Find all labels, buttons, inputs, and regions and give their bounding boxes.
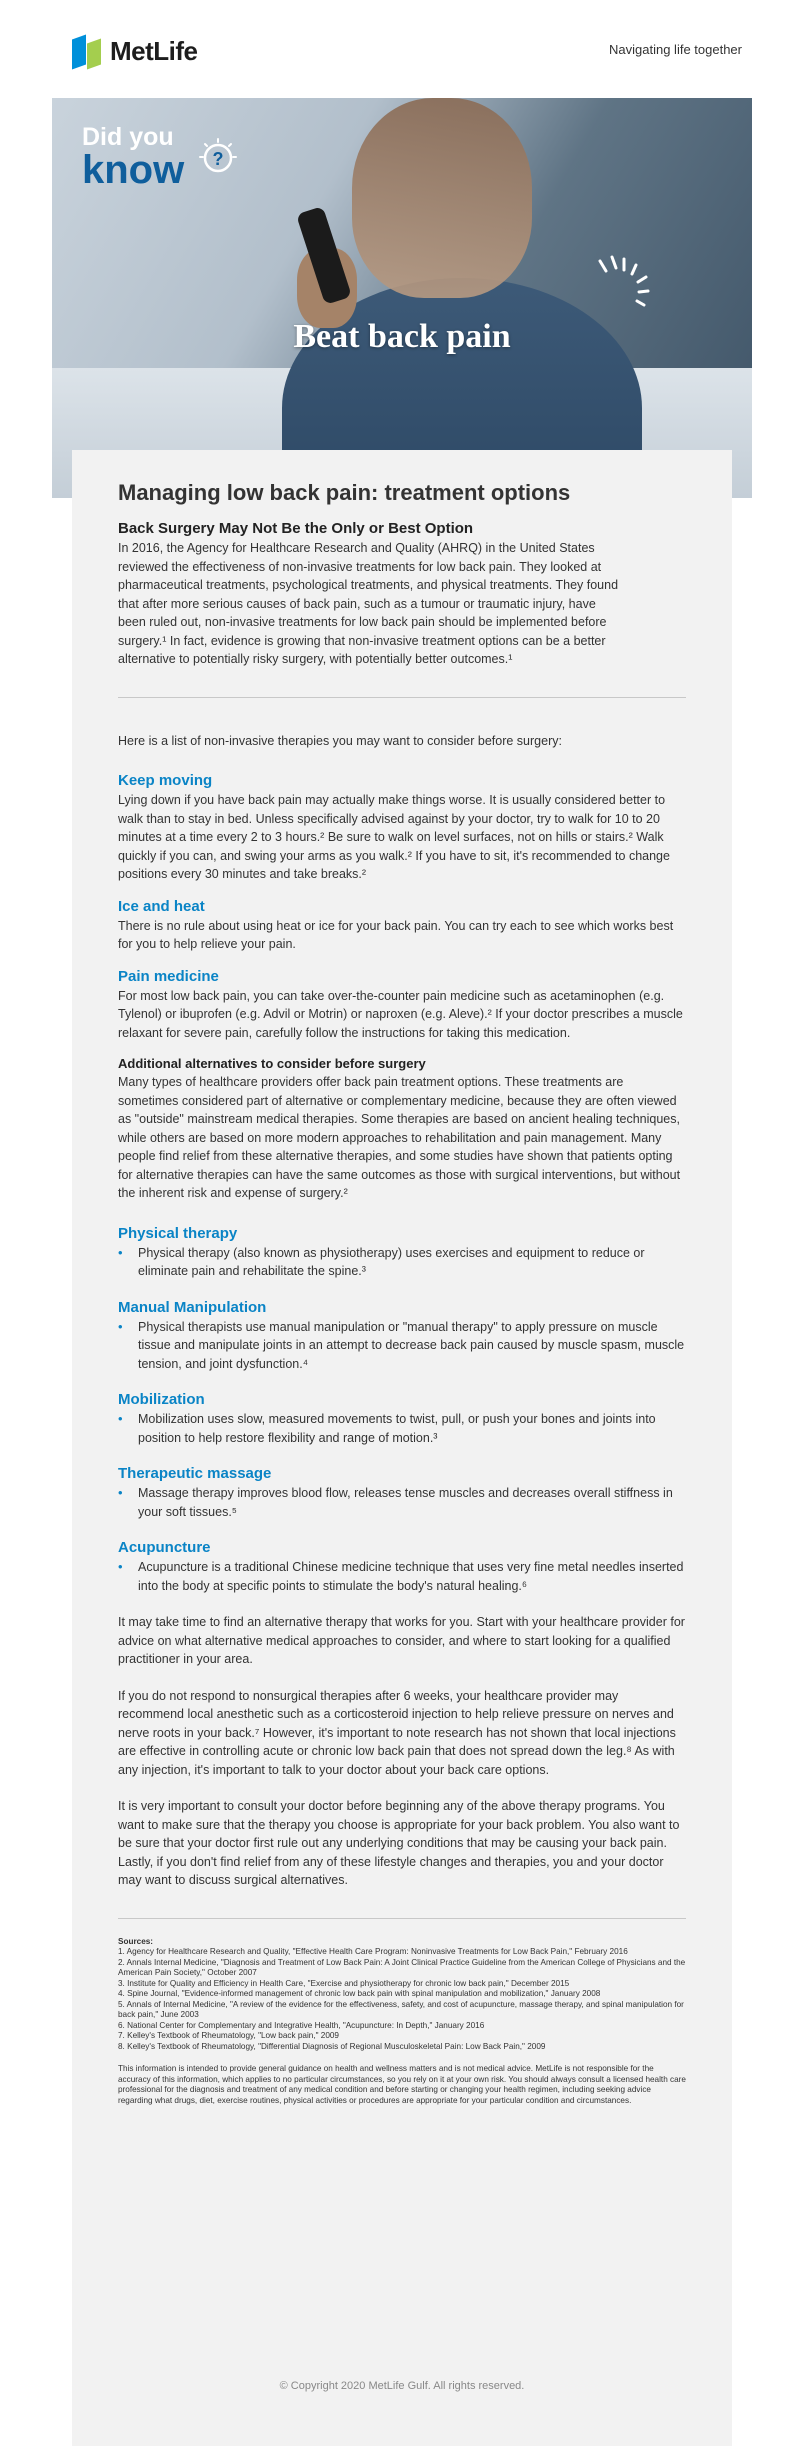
- pain-medicine-text: For most low back pain, you can take over-the-counter pain medicine such as acetaminophen (e.g. Tylenol) or ibuprofen (e.g. Advil or Motrin) or naproxen (e.g. Aleve).² If your doctor prescribes a muscle relaxant for severe pain, carefully follow the instructions for taking this medication.: [118, 988, 683, 1040]
- intro-heading: Back Surgery May Not Be the Only or Best Option: [118, 520, 474, 537]
- closing-paragraph-3: It is very important to consult your doctor before beginning any of the above therapy programs. You want to make sure that the therapy you choose is appropriate for your back problem. You also want to be sure that your doctor first rule out any underlying conditions that may be causing your back pain. Lastly, if you don't find relief from any of these lifestyle changes and therapies, you and your doctor may want to discuss surgical alternatives.: [118, 1799, 680, 1887]
- closing-paragraph-2: If you do not respond to nonsurgical therapies after 6 weeks, your healthcare provider may recommend local anesthetic such as a corticosteroid injection to help relieve pressure on nerves and nerve roots in your back.⁷ However, it's important to note research has not shown that local injections are effective in controlling acute or chronic low back pain that does not spread down the leg.⁸ As with any injection, it's important to talk to your doctor about your back care options.: [118, 1688, 676, 1777]
- mobilization-heading: Mobilization: [118, 1391, 205, 1408]
- section-divider: [118, 697, 686, 698]
- alternatives-text: Many types of healthcare providers offer back pain treatment options. These treatments are sometimes considered part of alternative or complementary medicine, because they are often viewed as "outside" mainstream medical therapies. Some therapies are based on ancient healing techniques, while others are based on more modern approaches to rehabilitation and pain management. Many people find relief from these alternative therapies, and some studies have shown that patients opting for alternative therapies can have the same outcomes as those with surgical interventions, but without the inherent risk and expense of surgery.²: [118, 1075, 681, 1200]
- article-title: Managing low back pain: treatment options: [118, 480, 571, 505]
- physical-therapy-heading: Physical therapy: [118, 1224, 238, 1242]
- list-item: • Mobilization uses slow, measured movements to twist, pull, or push your bones and joints into position to help restore flexibility and range of motion.³: [138, 1410, 686, 1447]
- source-item: 3. Institute for Quality and Efficiency in Health Care, "Exercise and physiotherapy for chronic low back pain," December 2015: [118, 1978, 570, 1988]
- mobilization-list: [118, 1410, 686, 1447]
- alternatives-heading: Additional alternatives to consider before surgery: [118, 1056, 426, 1071]
- therapeutic-massage-list: [118, 1484, 686, 1521]
- keep-moving-heading: Keep moving: [118, 772, 213, 789]
- sources-divider: [118, 1918, 686, 1919]
- site-header: [0, 0, 804, 98]
- pain-rays-icon: [592, 253, 652, 323]
- metlife-logo-icon: [72, 37, 102, 67]
- ice-heat-heading: Ice and heat: [118, 897, 205, 915]
- metlife-logo[interactable]: [72, 36, 198, 67]
- list-item: • Physical therapy (also known as physiotherapy) uses exercises and equipment to reduce or eliminate pain and rehabilitate the spine.³: [138, 1244, 686, 1281]
- source-item: 8. Kelley's Textbook of Rheumatology, "Differential Diagnosis of Regional Musculoskeletal Pain: Low Back Pain," 2009: [118, 2041, 546, 2051]
- copyright: © Copyright 2020 MetLife Gulf. All rights reserved.: [279, 2380, 525, 2392]
- source-item: 1. Agency for Healthcare Research and Quality, "Effective Health Care Program: Noninvasive Treatments for Low Back Pain," February 2016: [118, 1947, 628, 1956]
- intro-paragraph: In 2016, the Agency for Healthcare Research and Quality (AHRQ) in the United States reviewed the effectiveness of non-invasive treatments for low back pain. They looked at pharmaceutical treatments, psychological treatments, and physical treatments. They found that after more serious causes of back pain, such as a tumour or traumatic injury, have been ruled out, non-invasive treatments for low back pain should be implemented before surgery.¹ In fact, evidence is growing that non-invasive treatment options can be a better alternative to potentially risky surgery, with potentially better outcomes.¹: [118, 541, 619, 666]
- know-text: know: [82, 148, 185, 192]
- sources-title: Sources:: [118, 1936, 154, 1946]
- did-you-know-badge: [82, 124, 184, 190]
- manual-manipulation-list: [118, 1318, 686, 1374]
- source-item: 2. Annals Internal Medicine, "Diagnosis and Treatment of Low Back Pain: A Joint Clinical Practice Guideline from the American College of Physicians and the American Pain Society," October 2007: [118, 1957, 686, 1977]
- source-item: 6. National Center for Complementary and Integrative Health, "Acupuncture: In Depth," January 2016: [118, 2020, 485, 2030]
- article-card: [72, 450, 732, 2446]
- sources-list: [118, 1937, 686, 2053]
- therapeutic-massage-heading: Therapeutic massage: [118, 1465, 272, 1482]
- pain-medicine-heading: Pain medicine: [118, 967, 219, 985]
- did-you-text: Did you: [82, 123, 174, 151]
- physical-therapy-list: [118, 1244, 686, 1281]
- svg-text:?: ?: [212, 149, 224, 169]
- source-item: 7. Kelley's Textbook of Rheumatology, "Low back pain," 2009: [118, 2031, 339, 2040]
- keep-moving-text: Lying down if you have back pain may actually make things worse. It is usually considered better to walk than to stay in bed. Unless specifically advised against by your doctor, try to walk for 10 to 20 minutes at a time every 2 to 3 hours.² Be sure to walk on level surfaces, not on hills or stairs.² Walk quickly if you can, and swing your arms as you walk.² If you have to sit, it's recommended to change positions every 30 minutes and take breaks.²: [118, 793, 670, 881]
- brand-name: MetLife: [110, 36, 198, 66]
- manual-manipulation-heading: Manual Manipulation: [118, 1298, 267, 1316]
- list-item: • Physical therapists use manual manipulation or "manual therapy" to apply pressure on muscle tissue and manipulate joints in an attempt to decrease back pain caused by muscle spasm, muscle tension, and joint dysfunction.⁴: [138, 1318, 686, 1374]
- source-item: 5. Annals of Internal Medicine, "A review of the evidence for the effectiveness, safety, and cost of acupuncture, massage therapy, and spinal manipulation for back pain," June 2003: [118, 1999, 684, 2019]
- question-bulb-icon: [198, 138, 238, 178]
- list-item: • Acupuncture is a traditional Chinese medicine technique that uses very fine metal needles inserted into the body at specific points to stimulate the body's natural healing.⁶: [138, 1558, 686, 1595]
- source-item: 4. Spine Journal, "Evidence-informed management of chronic low back pain with spinal manipulation and mobilization," January 2008: [118, 1989, 601, 1998]
- list-item: • Massage therapy improves blood flow, releases tense muscles and decreases overall stiffness in your soft tissues.⁵: [138, 1484, 686, 1521]
- acupuncture-heading: Acupuncture: [118, 1539, 211, 1556]
- list-intro: Here is a list of non-invasive therapies you may want to consider before surgery:: [118, 733, 562, 748]
- hero-title: Beat back pain: [293, 318, 511, 355]
- header-tagline: Navigating life together: [609, 42, 742, 57]
- acupuncture-list: [118, 1558, 686, 1595]
- hero-photo-person-head: [352, 98, 532, 298]
- ice-heat-text: There is no rule about using heat or ice for your back pain. You can try each to see which works best for you to help relieve your pain.: [118, 918, 674, 951]
- disclaimer: This information is intended to provide general guidance on health and wellness matters and is not medical advice. MetLife is not responsible for the accuracy of this information, which applies to no particular circumstances, so you rely on it at your own risk. You should always consult a licensed health care professional for the diagnosis and treatment of any medical condition and before starting or changing your health regimen, including seeking advice regarding what drugs, diet, exercise routines, physical activities or procedures are appropriate for your particular condition and circumstances.: [118, 2064, 686, 2105]
- closing-paragraph-1: It may take time to find an alternative therapy that works for you. Start with your healthcare provider for advice on what alternative medical approaches to consider, and where to start looking for a qualified practitioner in your area.: [118, 1615, 685, 1666]
